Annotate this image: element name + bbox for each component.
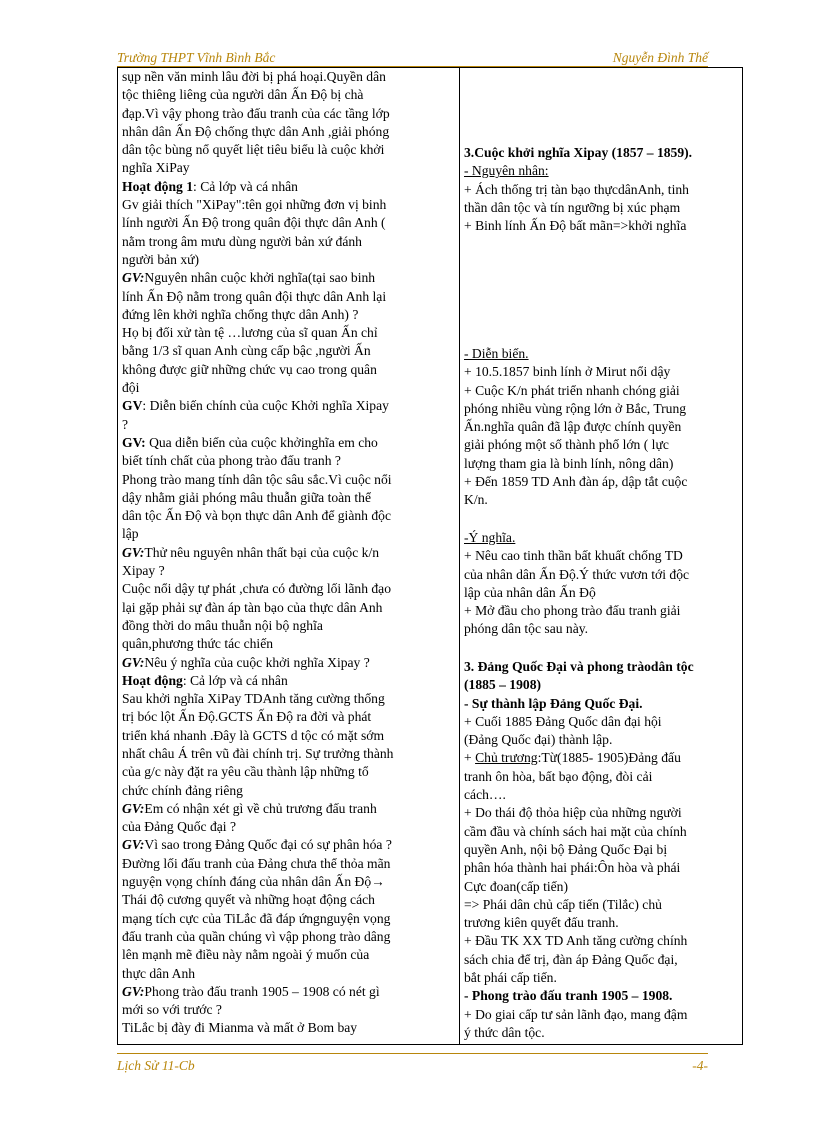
text-line: + Do giai cấp tư sản lãnh đạo, mang đậm — [464, 1006, 688, 1022]
text-line: Thái độ cương quyết và những hoạt động cách — [122, 892, 375, 908]
gv-question: GV: Qua diễn biến của cuộc khởinghĩa em cho — [122, 434, 378, 450]
text-line: người bản xứ) — [122, 251, 200, 267]
text-line: nhân dân Ấn Độ chống thực dân Anh ,giải phóng — [122, 123, 390, 139]
text-line: nhất châu Á trên vũ đài chính trị. Sự trưởng thành — [122, 745, 394, 761]
gv-question: GV:Nguyên nhân cuộc khởi nghĩa(tại sao binh — [122, 270, 376, 286]
text-line: đồng thời do mâu thuẫn nội bộ nghĩa — [122, 617, 323, 633]
text-line: Họ bị đối xử tàn tệ …lương của sĩ quan Ấn chỉ — [122, 325, 378, 341]
text-line: biết tính chất của phong trào đấu tranh ? — [122, 453, 341, 469]
gv-question: GV:Thử nêu nguyên nhân thất bại của cuộc k/n — [122, 544, 380, 560]
text-line: lượng tham gia là binh lính, nông dân) — [464, 455, 674, 471]
text-line: Cuộc nổi dậy tự phát ,chưa có đường lối lãnh đạo — [122, 581, 392, 597]
text-line: bắt phái cấp tiến. — [464, 970, 557, 986]
text-line: của Đảng Quốc đại ? — [122, 819, 236, 835]
school-name: Trường THPT Vĩnh Bình Bắc — [117, 50, 276, 65]
text-line: thực dân Anh — [122, 965, 196, 981]
gv-question: GV:Phong trào đấu tranh 1905 – 1908 có nét gì — [122, 983, 380, 999]
text-line: Ấn.nghĩa quân đã lập được chính quyền — [464, 419, 682, 435]
text-line: Đường lối đấu tranh của Đảng chưa thể thỏa mãn — [122, 855, 391, 871]
text-line: + Cuộc K/n phát triển nhanh chóng giải — [464, 382, 680, 398]
text-line: mới so với trước ? — [122, 1002, 222, 1018]
text-line: + Cuối 1885 Đảng Quốc dân đại hội — [464, 713, 662, 729]
text-line: quyền Anh, nội bộ Đảng Quốc Đại bị — [464, 841, 668, 857]
lesson-table — [117, 67, 743, 1045]
gv-question: GV:Em có nhận xét gì về chủ trương đấu tranh — [122, 800, 377, 816]
policy-line: + Chủ trương:Từ(1885- 1905)Đảng đấu — [464, 750, 681, 766]
text-line: thần dân tộc và tín ngưỡng bị xúc phạm — [464, 199, 681, 215]
text-line: triển khá nhanh .Đây là GCTS d tộc có mặt sớm — [122, 727, 385, 743]
subject-label: Lịch Sử 11-Cb — [117, 1058, 195, 1073]
gv-question: GV:Nêu ý nghĩa của cuộc khởi nghĩa Xipay ? — [122, 654, 370, 670]
text-line: của g/c này đặt ra yêu cầu thành lập những tổ — [122, 764, 369, 780]
text-line: + Ách thống trị tàn bạo thựcdânAnh, tinh — [464, 181, 689, 197]
page-footer — [117, 1058, 708, 1076]
text-line: phóng dân tộc sau này. — [464, 621, 589, 637]
text-line: Phong trào mang tính dân tộc sâu sắc.Vì cuộc nổi — [122, 471, 392, 487]
text-line: chức chính đảng riêng — [122, 782, 243, 798]
text-line: cách…. — [464, 787, 506, 803]
teacher-activity-column — [118, 68, 460, 1044]
text-line: đứng lên khởi nghĩa chống thực dân Anh) ? — [122, 306, 359, 322]
page-number: -4- — [692, 1058, 708, 1073]
text-line: + Mở đầu cho phong trào đấu tranh giải — [464, 603, 681, 619]
text-line: + Đến 1859 TD Anh đàn áp, dập tắt cuộc — [464, 474, 688, 490]
section-title-dates: (1885 – 1908) — [464, 677, 542, 693]
text-line: giải phóng một số thành phố lớn ( lực — [464, 437, 669, 453]
section-title: 3.Cuộc khởi nghĩa Xipay (1857 – 1859). — [464, 145, 693, 160]
text-line: dậy nhằm giải phóng mâu thuẫn giữa toàn thể — [122, 489, 371, 505]
text-line: dân tộc bùng nổ quyết liệt tiêu biểu là cuộc khởi — [122, 142, 385, 158]
text-line: tranh ôn hòa, bất bạo động, đòi cải — [464, 768, 653, 784]
text-line: tộc thiêng liêng của người dân Ấn Độ bị chà — [122, 87, 364, 103]
text-line: + Nêu cao tinh thần bất khuất chống TD — [464, 548, 683, 564]
text-line: của nhân dân Ấn Độ.Ý thức vươn tới độc — [464, 566, 690, 582]
text-line: + Binh lính Ấn Độ bất mãn=>khởi nghĩa — [464, 218, 687, 234]
text-line: (Đảng Quốc đại) thành lập. — [464, 732, 613, 748]
subheading-significance: -Ý nghĩa. — [464, 530, 516, 545]
text-line: nghĩa XiPay — [122, 160, 190, 176]
text-line: đội — [122, 380, 140, 396]
text-line: sụp nền văn minh lâu đời bị phá hoại.Quyền dân — [122, 69, 386, 84]
text-line: ý thức dân tộc. — [464, 1024, 545, 1040]
activity-heading: Hoạt động 1: Cả lớp và cá nhân — [122, 178, 298, 194]
section-significance — [464, 529, 740, 639]
section-title: 3. Đảng Quốc Đại và phong tràodân tộc — [464, 659, 694, 674]
author-name: Nguyễn Đình Thế — [612, 50, 708, 65]
text-line: Cực đoan(cấp tiến) — [464, 878, 568, 894]
text-line: bằng 1/3 sĩ quan Anh cùng cấp bậc ,người Ấn — [122, 343, 371, 359]
text-line: => Phái dân chủ cấp tiến (Tilắc) chủ — [464, 896, 662, 912]
activity-heading: Hoạt động: Cả lớp và cá nhân — [122, 672, 288, 688]
text-line: cầm đầu và chính sách hai mặt của chính — [464, 823, 687, 839]
footer-rule — [117, 1053, 708, 1054]
subheading-cause: - Nguyên nhân: — [464, 163, 549, 179]
subheading-founding: - Sự thành lập Đảng Quốc Đại. — [464, 695, 643, 711]
text-line: phân hóa thành hai phái:Ôn hòa và phái — [464, 860, 681, 876]
section-congress — [464, 658, 740, 1042]
text-line: lên mạnh mẽ điều này nằm ngoài ý muốn của — [122, 947, 370, 963]
text-line: đấu tranh của quần chúng vì vập phong trào dâng — [122, 928, 391, 944]
text-line: lập của nhân dân Ấn Độ — [464, 584, 596, 600]
text-line: mạng tích cực của TiLắc đã đáp ứngnguyện vọng — [122, 910, 391, 926]
gv-question: GV:Vì sao trong Đảng Quốc đại có sự phân hóa ? — [122, 837, 392, 853]
text-line: lại gặp phải sự đàn áp tàn bạo của thực dân Anh — [122, 599, 383, 615]
text-line: Sau khởi nghĩa XiPay TDAnh tăng cường thống — [122, 691, 385, 707]
text-line: + Do thái độ thỏa hiệp của những người — [464, 805, 682, 821]
text-line: lập — [122, 526, 139, 542]
gv-question: GV: Diễn biến chính của cuộc Khởi nghĩa Xipay — [122, 398, 389, 414]
text-line: Xipay ? — [122, 563, 165, 579]
text-line: + Đầu TK XX TD Anh tăng cường chính — [464, 933, 688, 949]
text-line: + 10.5.1857 binh lính ở Mirut nổi dậy — [464, 364, 671, 380]
content-column — [460, 68, 742, 1044]
text-line: quân,phương thức tác chiến — [122, 636, 274, 652]
text-line: nằm trong âm mưu dùng người bản xứ đánh — [122, 233, 362, 249]
text-line: sách chia để trị, đàn áp Đảng Quốc đại, — [464, 951, 678, 967]
text-line: lính Ấn Độ nằm trong quân đội thực dân Anh lại — [122, 288, 387, 304]
text-line: dân tộc Ấn Độ và bọn thực dân Anh để giành độc — [122, 508, 391, 524]
text-line: trị bóc lột Ấn Độ.GCTS Ấn Độ ra đời và phát — [122, 709, 372, 725]
section-progress — [464, 345, 740, 510]
text-line: đạp.Vì vậy phong trào đấu tranh của các tầng lớp — [122, 105, 390, 121]
text-line: lính người Ấn Độ trong quân đội thực dân Anh ( — [122, 215, 386, 231]
text-line: K/n. — [464, 492, 488, 508]
section-xipay — [464, 144, 740, 235]
text-line: TiLắc bị đày đi Mianma và mất ở Bom bay — [122, 1020, 358, 1036]
text-line: ? — [122, 416, 129, 432]
text-line: nguyện vọng chính đáng của nhân dân Ấn Độ→ — [122, 874, 385, 890]
text-line: phóng nhiều vùng rộng lớn ở Bắc, Trung — [464, 400, 687, 416]
text-line: Gv giải thích "XiPay":tên gọi những đơn vị binh — [122, 197, 387, 213]
text-line: không được giữ những chức vụ cao trong quân — [122, 361, 377, 377]
subheading-progress: - Diễn biến. — [464, 346, 529, 361]
text-line: trương kiên quyết đấu tranh. — [464, 915, 619, 931]
subheading-movement: - Phong trào đấu tranh 1905 – 1908. — [464, 988, 673, 1004]
